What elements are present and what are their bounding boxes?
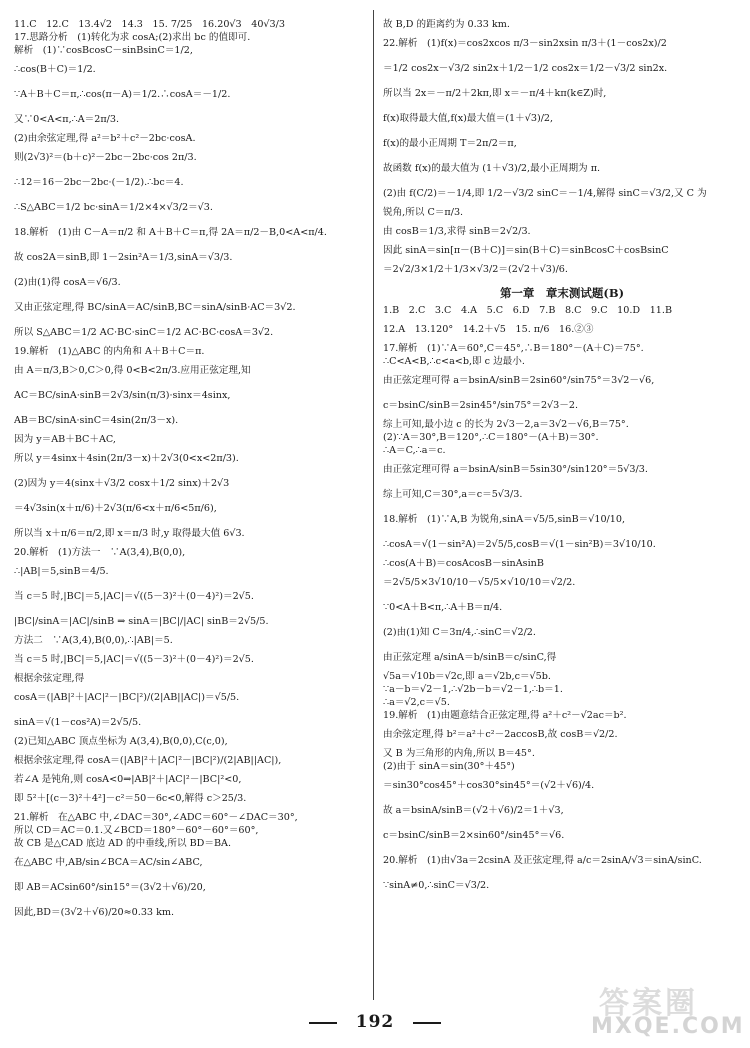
answer-line: 因为 y＝AB＋BC＋AC, — [14, 434, 116, 445]
answer-line: 在△ABC 中,AB/sin∠BCA＝AC/sin∠ABC, — [14, 857, 203, 868]
answer-line: |BC|/sinA＝|AC|/sinB ⇒ sinA＝|BC|/|AC| sinB＝2√5/5. — [14, 616, 269, 627]
answer-line: 故 a＝bsinA/sinB＝(√2＋√6)/2＝1＋√3, — [383, 805, 564, 816]
answer-line: 20.解析 (1)由√3a＝2csinA 及正弦定理,得 a/c＝2sinA/√3＝sinA/sinC. — [383, 855, 702, 866]
answer-line: 20.解析 (1)方法一 ∵A(3,4),B(0,0), — [14, 547, 186, 558]
answer-line: ∴cos(B＋C)＝1/2. — [14, 64, 96, 75]
answer-line: 1.B 2.C 3.C 4.A 5.C 6.D 7.B 8.C 9.C 10.D 11.B — [383, 305, 672, 316]
answer-line: 综上可知,C＝30°,a＝c＝5√3/3. — [383, 489, 523, 500]
answer-line: 又∵0<A<π,∴A＝2π/3. — [14, 114, 120, 125]
answer-line: 18.解析 (1)由 C－A＝π/2 和 A＋B＋C＝π,得 2A＝π/2－B,0<A<π/4. — [14, 227, 327, 238]
answer-line: (2)因为 y＝4(sinx＋√3/2 cosx＋1/2 sinx)＋2√3 — [14, 478, 230, 489]
answer-line: 因此 sinA＝sin[π－(B＋C)]＝sin(B＋C)＝sinBcosC＋cosBsinC — [383, 245, 669, 256]
answer-line: c＝bsinC/sinB＝2sin45°/sin75°＝2√3－2. — [383, 400, 579, 411]
answer-line: ∴A＝C,∴a＝c. — [383, 445, 446, 456]
answer-line: 根据余弦定理,得 — [14, 673, 85, 684]
answer-line: √5a＝√10b＝√2c,即 a＝√2b,c＝√5b. — [383, 671, 551, 682]
answer-line: ∴|AB|＝5,sinB＝4/5. — [14, 566, 109, 577]
answer-line: 所以 S△ABC＝1/2 AC·BC·sinC＝1/2 AC·BC·cosA＝3√2. — [14, 327, 274, 338]
answer-line: 又 B 为三角形的内角,所以 B＝45°. — [383, 748, 535, 759]
watermark-brand: 答案圈 — [599, 986, 698, 1021]
footer-dash-right — [413, 1022, 441, 1024]
answer-line: 则(2√3)²＝(b＋c)²－2bc－2bc·cos 2π/3. — [14, 152, 197, 163]
answer-line: 由 A＝π/3,B＞0,C＞0,得 0<B<2π/3.应用正弦定理,知 — [14, 365, 251, 376]
answer-line: ＝sin30°cos45°＋cos30°sin45°＝(√2＋√6)/4. — [383, 780, 595, 791]
answer-line: 12.A 13.120° 14.2＋√5 15. π/6 16.②③ — [383, 324, 594, 335]
answer-line: sinA＝√(1－cos²A)＝2√5/5. — [14, 717, 142, 728]
answer-line: ∵0<A＋B<π,∴A＋B＝π/4. — [383, 602, 503, 613]
answer-line: ∴cosA＝√(1－sin²A)＝2√5/5,cosB＝√(1－sin²B)＝3√10/10. — [383, 539, 656, 550]
watermark-url: MXQE.COM — [591, 1014, 745, 1039]
answer-line: ∴S△ABC＝1/2 bc·sinA＝1/2×4×√3/2＝√3. — [14, 202, 213, 213]
answer-line: c＝bsinC/sinB＝2×sin60°/sin45°＝√6. — [383, 830, 565, 841]
answer-line: ∴cos(A＋B)＝cosAcosB－sinAsinB — [383, 558, 544, 569]
answer-line: 当 c＝5 时,|BC|＝5,|AC|＝√((5－3)²＋(0－4)²)＝2√5. — [14, 591, 254, 602]
column-divider — [373, 10, 374, 1000]
answer-line: AB＝BC/sinA·sinC＝4sin(2π/3－x). — [14, 415, 179, 426]
answer-line: (2)∵A＝30°,B＝120°,∴C＝180°－(A＋B)＝30°. — [383, 432, 599, 443]
answer-line: f(x)的最小正周期 T＝2π/2＝π, — [383, 138, 517, 149]
answer-line: 18.解析 (1)∵A,B 为锐角,sinA＝√5/5,sinB＝√10/10, — [383, 514, 626, 525]
answer-line: 又由正弦定理,得 BC/sinA＝AC/sinB,BC＝sinA/sinB·AC＝3√2. — [14, 302, 296, 313]
answer-line: (2)由于 sinA＝sin(30°＋45°) — [383, 761, 515, 772]
footer-dash-left — [309, 1022, 337, 1024]
answer-line: 所以 CD＝AC＝0.1.又∠BCD＝180°－60°－60°＝60°, — [14, 825, 259, 836]
answer-line: 19.解析 (1)△ABC 的内角和 A＋B＋C＝π. — [14, 346, 205, 357]
answer-line: 由正弦定理可得 a＝bsinA/sinB＝2sin60°/sin75°＝3√2－√6, — [383, 375, 655, 386]
answer-line: 所以当 2x＝－π/2＋2kπ,即 x＝－π/4＋kπ(k∈Z)时, — [383, 88, 607, 99]
answer-line: 因此,BD＝(3√2＋√6)/20≈0.33 km. — [14, 907, 175, 918]
answer-line: 方法二 ∵A(3,4),B(0,0),∴|AB|＝5. — [14, 635, 173, 646]
page-number: 192 — [355, 1012, 395, 1032]
answer-line: 故 B,D 的距离约为 0.33 km. — [383, 19, 510, 30]
answer-line: cosA＝(|AB|²＋|AC|²－|BC|²)/(2|AB||AC|)＝√5/5. — [14, 692, 240, 703]
answer-line: (2)由(1)得 cosA＝√6/3. — [14, 277, 121, 288]
answer-line: ∵sinA≠0,∴sinC＝√3/2. — [383, 880, 490, 891]
answer-line: 解析 (1)∵cosBcosC－sinBsinC＝1/2, — [14, 45, 193, 56]
answer-line: 即 5²＋[(c－3)²＋4²]－c²＝50－6c<0,解得 c＞25/3. — [14, 793, 247, 804]
answer-line: 由余弦定理,得 b²＝a²＋c²－2accosB,故 cosB＝√2/2. — [383, 729, 618, 740]
watermark-logo — [577, 976, 745, 1044]
answer-line: 当 c＝5 时,|BC|＝5,|AC|＝√((5－3)²＋(0－4)²)＝2√5. — [14, 654, 254, 665]
answer-line: 由正弦定理可得 a＝bsinA/sinB＝5sin30°/sin120°＝5√3/3. — [383, 464, 648, 475]
answer-line: 故 cos2A＝sinB,即 1－2sin²A＝1/3,sinA＝√3/3. — [14, 252, 233, 263]
answer-line: (2)已知△ABC 顶点坐标为 A(3,4),B(0,0),C(c,0), — [14, 736, 228, 747]
answer-line: 21.解析 在△ABC 中,∠DAC＝30°,∠ADC＝60°－∠DAC＝30°, — [14, 812, 298, 823]
answer-line: (2)由(1)知 C＝3π/4,∴sinC＝√2/2. — [383, 627, 536, 638]
answer-line: ＝1/2 cos2x－√3/2 sin2x＋1/2－1/2 cos2x＝1/2－√3/2 sin2x. — [383, 63, 668, 74]
answer-line: (2)由余弦定理,得 a²＝b²＋c²－2bc·cosA. — [14, 133, 196, 144]
section-heading: 第一章 章末测试题(B) — [499, 286, 625, 300]
answer-line: 所以 y＝4sinx＋4sin(2π/3－x)＋2√3(0<x<2π/3). — [14, 453, 239, 464]
answer-line: f(x)取得最大值,f(x)最大值＝(1＋√3)/2, — [383, 113, 554, 124]
answer-line: ＝2√5/5×3√10/10－√5/5×√10/10＝√2/2. — [383, 577, 576, 588]
answer-line: 19.解析 (1)由题意结合正弦定理,得 a²＋c²－√2ac＝b². — [383, 710, 627, 721]
answer-line: ∴C<A<B,∴c<a<b,即 c 边最小. — [383, 356, 525, 367]
answer-line: ∵a－b＝√2－1,∴√2b－b＝√2－1,∴b＝1. — [383, 684, 563, 695]
answer-line: 所以当 x＋π/6＝π/2,即 x＝π/3 时,y 取得最大值 6√3. — [14, 528, 245, 539]
answer-line: 综上可知,最小边 c 的长为 2√3－2,a＝3√2－√6,B＝75°. — [383, 419, 629, 430]
answer-line: 根据余弦定理,得 cosA＝(|AB|²＋|AC|²－|BC|²)/(2|AB||AC|), — [14, 755, 282, 766]
answer-line: ＝4√3sin(x＋π/6)＋2√3(π/6<x＋π/6<5π/6), — [14, 503, 217, 514]
answer-line: 17.思路分析 (1)转化为求 cosA;(2)求出 bc 的值即可. — [14, 32, 251, 43]
answer-line: 由正弦定理 a/sinA＝b/sinB＝c/sinC,得 — [383, 652, 557, 663]
answer-line: ∴a＝√2,c＝√5. — [383, 697, 450, 708]
answer-line: 11.C 12.C 13.4√2 14.3 15. 7/25 16.20√3 40√3/3 — [14, 19, 285, 30]
answer-line: (2)由 f(C/2)＝－1/4,即 1/2－√3/2 sinC＝－1/4,解得 sinC＝√3/2,又 C 为 — [383, 188, 707, 199]
left-column — [14, 18, 372, 925]
answer-line: 17.解析 (1)∵A＝60°,C＝45°,∴B＝180°－(A＋C)＝75°. — [383, 343, 644, 354]
answer-line: 故 CB 是△CAD 底边 AD 的中垂线,所以 BD＝BA. — [14, 838, 231, 849]
answer-line: 锐角,所以 C＝π/3. — [383, 207, 464, 218]
answer-line: 若∠A 是钝角,则 cosA<0⇒|AB|²＋|AC|²－|BC|²<0, — [14, 774, 242, 785]
answer-line: 22.解析 (1)f(x)＝cos2xcos π/3－sin2xsin π/3＋(1－cos2x)/2 — [383, 38, 667, 49]
right-column — [383, 18, 741, 898]
answer-line: 故函数 f(x)的最大值为 (1＋√3)/2,最小正周期为 π. — [383, 163, 601, 174]
answer-line: 即 AB＝ACsin60°/sin15°＝(3√2＋√6)/20, — [14, 882, 206, 893]
answer-line: ∵A＋B＋C＝π,∴cos(π－A)＝1/2.∴cosA＝－1/2. — [14, 89, 231, 100]
answer-line: AC＝BC/sinA·sinB＝2√3/sin(π/3)·sinx＝4sinx, — [14, 390, 231, 401]
answer-line: ∴12＝16－2bc－2bc·(－1/2).∴bc＝4. — [14, 177, 184, 188]
answer-line: ＝2√2/3×1/2＋1/3×√3/2＝(2√2＋√3)/6. — [383, 264, 568, 275]
answer-line: 由 cosB＝1/3,求得 sinB＝2√2/3. — [383, 226, 531, 237]
